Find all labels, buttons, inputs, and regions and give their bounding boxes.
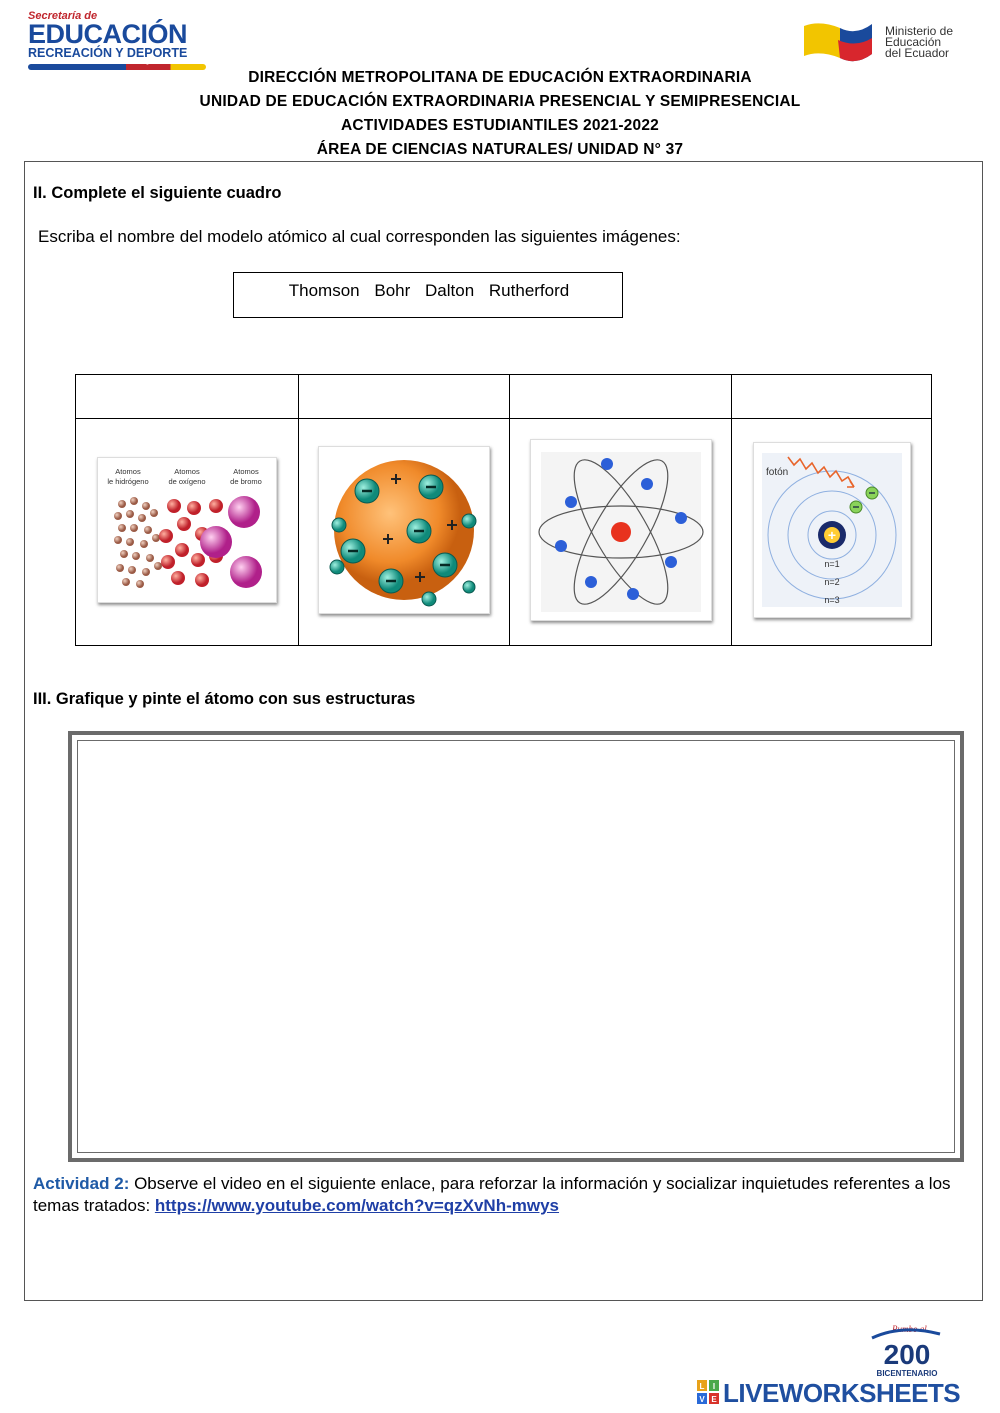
answer-cell-3[interactable] [510, 375, 732, 419]
thomson-plum-pudding-illustration [319, 447, 489, 613]
atomic-models-table [75, 374, 932, 646]
activity-2-text: Observe el video en el siguiente enlace, para reforzar la información y socializar inquietudes referentes a los temas tratados: [33, 1174, 951, 1215]
ecuador-flag-mark-icon [800, 18, 876, 66]
title-actividades: ACTIVIDADES ESTUDIANTILES 2021-2022 [341, 117, 659, 134]
rutherford-model-image [530, 439, 712, 621]
title-area: ÁREA DE CIENCIAS NATURALES/ UNIDAD N° 37 [316, 141, 684, 158]
bohr-label-foton: fotón [765, 467, 788, 478]
bohr-label-n3: n=3 [823, 595, 840, 605]
answer-cell-1[interactable] [76, 375, 299, 419]
bicentenario-emblem-icon [862, 1318, 952, 1380]
drawing-area[interactable] [68, 731, 964, 1162]
rutherford-orbits-illustration [531, 440, 711, 620]
activity-2-label: Actividad 2: [33, 1174, 130, 1193]
section2-heading: II. Complete el siguiente cuadro [33, 184, 282, 202]
ministerio-educacion-logo [800, 18, 970, 70]
logo-line1: Secretaría de [28, 10, 98, 22]
word-dalton: Dalton [425, 281, 475, 300]
word-bank-words [234, 281, 624, 301]
logo-line3: RECREACIÓN Y DEPORTE [28, 46, 188, 60]
dalton-atoms-illustration [98, 458, 276, 602]
svg-text:I: I [712, 1382, 716, 1391]
dalton-model-image [97, 457, 277, 603]
bohr-label-n1: n=1 [823, 559, 840, 569]
image-cell-3 [510, 419, 732, 646]
ministerio-line3: del Ecuador [885, 46, 950, 60]
bicentenario-logo [862, 1318, 952, 1380]
svg-text:+: + [827, 527, 836, 543]
image-cell-1 [76, 419, 299, 646]
liveworksheets-wordmark: LIVEWORKSHEETS [723, 1378, 961, 1408]
title-unidad: UNIDAD DE EDUCACIÓN EXTRAORDINARIA PRESENCIAL Y SEMIPRESENCIAL [199, 93, 801, 110]
section2-instruction: Escriba el nombre del modelo atómico al cual corresponden las siguientes imágenes: [38, 227, 681, 246]
ministerio-text [885, 26, 953, 59]
dalton-label-h1: Atomos [115, 467, 141, 476]
image-cell-2 [298, 419, 510, 646]
answer-row [76, 375, 932, 419]
ministerio-line1: Ministerio de [885, 24, 954, 38]
logo-line2: EDUCACIÓN [28, 19, 188, 49]
bohr-model-image [753, 442, 911, 618]
dalton-label-br1: Atomos [233, 467, 259, 476]
section3-heading: III. Grafique y pinte el átomo con sus estructuras [33, 690, 416, 708]
image-cell-4 [732, 419, 932, 646]
svg-text:V: V [699, 1395, 705, 1404]
svg-text:L: L [699, 1382, 705, 1391]
activity-2-paragraph [33, 1173, 983, 1217]
word-bohr: Bohr [374, 281, 411, 300]
svg-text:E: E [711, 1395, 717, 1404]
logo-tagline: grande otra vez [146, 58, 195, 65]
thomson-model-image [318, 446, 490, 614]
answer-cell-4[interactable] [732, 375, 932, 419]
answer-cell-2[interactable] [298, 375, 510, 419]
bicentenario-word: BICENTENARIO [876, 1369, 938, 1378]
dalton-label-br2: de bromo [230, 477, 262, 486]
liveworksheets-brand [697, 1378, 997, 1408]
dalton-label-h2: le hidrógeno [107, 477, 149, 486]
dalton-label-o1: Atomos [174, 467, 200, 476]
bohr-orbits-illustration [754, 443, 910, 617]
word-rutherford: Rutherford [488, 281, 570, 300]
liveworksheets-badge-icon [697, 1380, 719, 1404]
secretaria-educacion-logo [28, 10, 208, 72]
word-thomson: Thomson [288, 281, 360, 300]
dalton-label-o2: de oxígeno [168, 477, 206, 486]
word-bank [233, 272, 623, 318]
bohr-label-n2: n=2 [823, 577, 840, 587]
youtube-video-link[interactable]: https://www.youtube.com/watch?v=qzXvNh-mwys [154, 1196, 560, 1215]
bicentenario-number: 200 [883, 1339, 931, 1370]
bicentenario-top-text: Rumbo al [892, 1324, 927, 1334]
ministerio-line2: Educación [885, 35, 942, 49]
image-row [76, 419, 932, 646]
title-direccion: DIRECCIÓN METROPOLITANA DE EDUCACIÓN EXTRAORDINARIA [248, 69, 752, 86]
